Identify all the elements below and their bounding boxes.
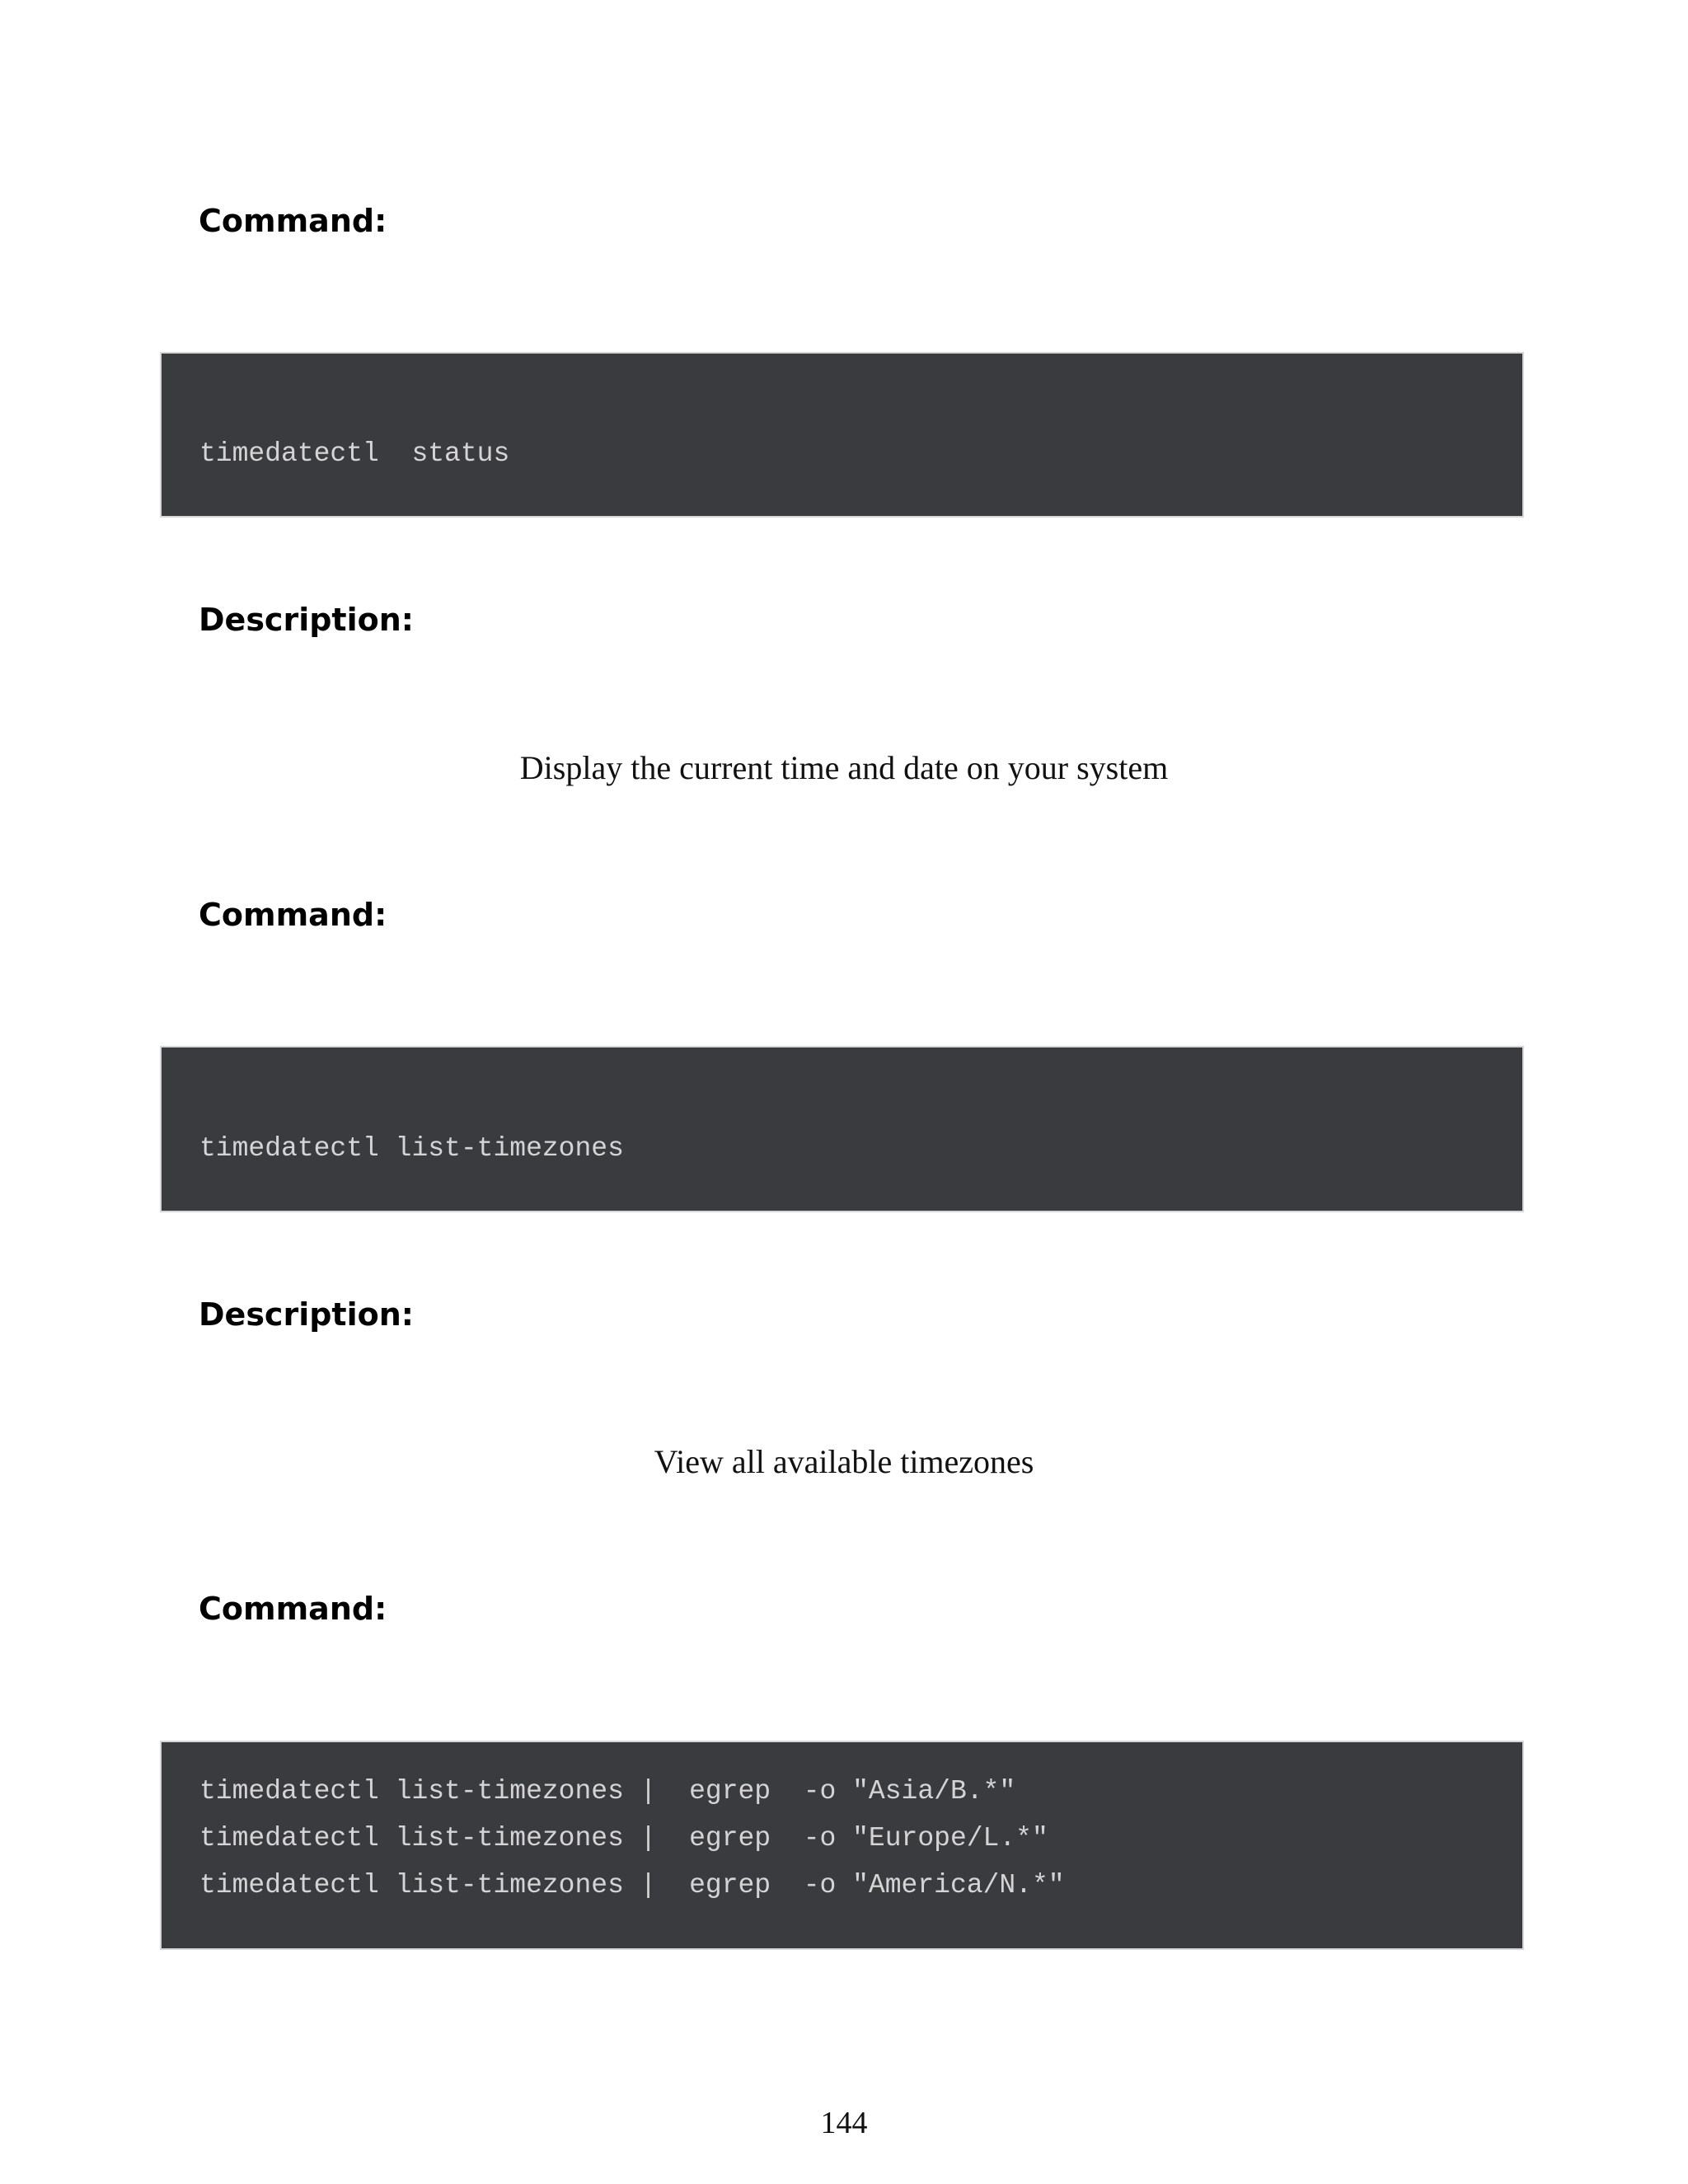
- code-block[interactable]: [160, 352, 1524, 518]
- description-heading: Description:: [199, 602, 414, 638]
- code-line[interactable]: timedatectl list-timezones: [199, 1133, 624, 1164]
- command-heading: Command:: [199, 203, 387, 239]
- code-line[interactable]: timedatectl list-timezones | egrep -o "Europe/L.*": [199, 1823, 1048, 1854]
- page-number: 144: [820, 2106, 868, 2140]
- code-block[interactable]: [160, 1046, 1524, 1212]
- description-text: Display the current time and date on your system: [519, 749, 1169, 786]
- command-heading: Command:: [199, 897, 387, 933]
- code-block[interactable]: [160, 1741, 1524, 1950]
- command-heading: Command:: [199, 1591, 387, 1627]
- description-heading: Description:: [199, 1296, 414, 1333]
- code-line[interactable]: timedatectl status: [199, 438, 510, 469]
- code-line[interactable]: timedatectl list-timezones | egrep -o "America/N.*": [199, 1870, 1065, 1900]
- code-line[interactable]: timedatectl list-timezones | egrep -o "Asia/B.*": [199, 1776, 1016, 1807]
- description-text: View all available timezones: [654, 1443, 1034, 1480]
